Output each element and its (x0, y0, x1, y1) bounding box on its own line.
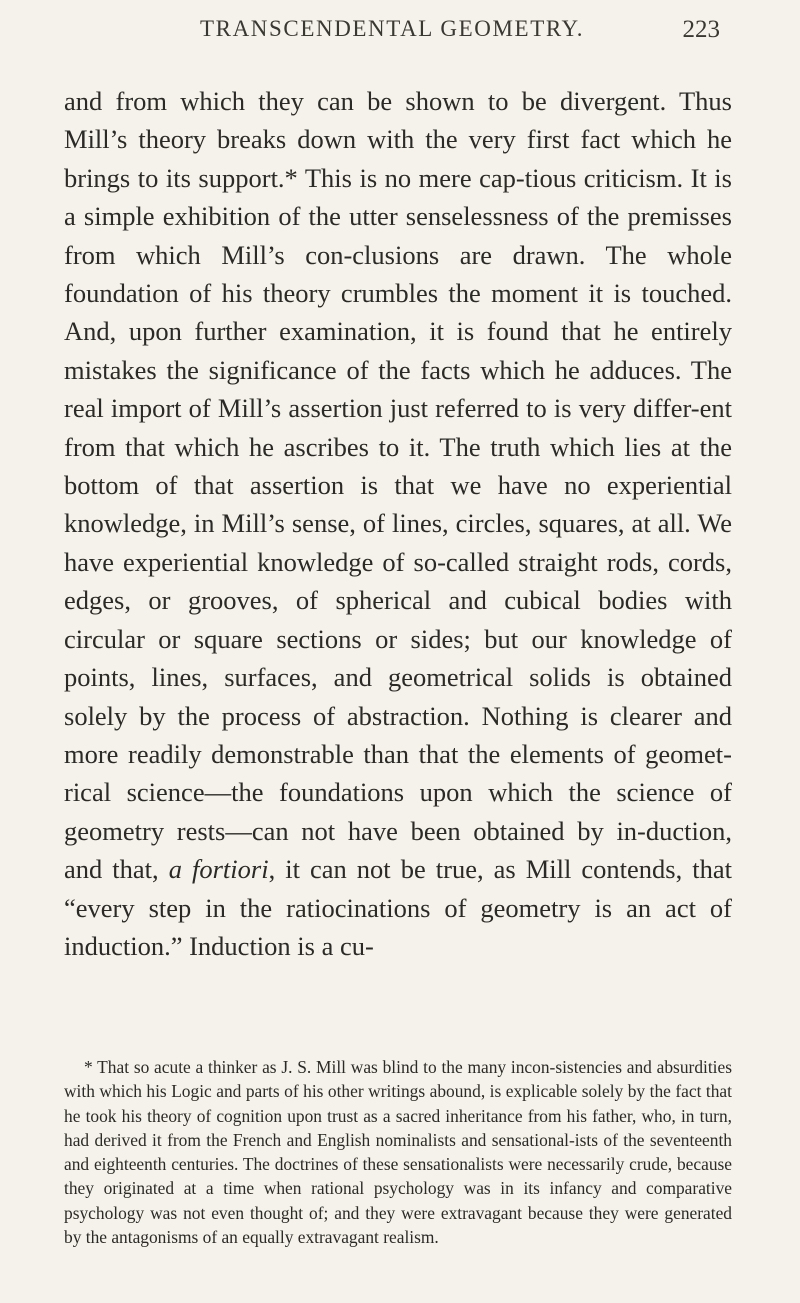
running-head (200, 16, 720, 52)
footnote: * That so acute a thinker as J. S. Mill was blind to the many incon-sistencies and absurdities with which his Logic and parts of his other writings abound, is explicable solely by the fact that he took his theory of cognition upon trust as a sacred inheritance from his father, who, in turn, had derived it from the French and English nominalists and sensational-ists of the seventeenth and eighteenth centuries. The doctrines of these sensationalists were necessarily crude, because they originated at a time when rational psychology was in its infancy and comparative psychology was not even thought of; and they were extravagant because they were generated by the antagonisms of an equally extravagant realism. (64, 1057, 732, 1248)
body-paragraph (64, 82, 732, 965)
body-text-continued: , it can not be true, as Mill contends, that “every step in the ratiocinations of geometry is an act of induction.” Induction is a cu- (64, 854, 733, 961)
running-title: TRANSCENDENTAL GEOMETRY. (200, 16, 585, 41)
italic-phrase: a fortiori (168, 854, 269, 885)
page-number: 223 (682, 16, 720, 43)
body-text-main: and from which they can be shown to be divergent. Thus Mill’s theory breaks down with the very first fact which he brings to its support.* This is no mere cap-tious criticism. It is a simple exhibition of the utter senselessness of the premisses from which Mill’s con-clusions are drawn. The whole foundation of his theory crumbles the moment it is touched. And, upon further examination, it is found that he entirely mistakes the significance of the facts which he adduces. The real import of Mill’s assertion just referred to is very differ-ent from that which he ascribes to it. The truth which lies at the bottom of that assertion is that we have no experiential knowledge, in Mill’s sense, of lines, circles, squares, at all. We have experiential knowledge of so-called straight rods, cords, edges, or grooves, of spherical and cubical bodies with circular or square sections or sides; but our knowledge of points, lines, surfaces, and geometrical solids is obtained solely by the process of abstraction. Nothing is clearer and more readily demonstrable than that the elements of geomet-rical science—the foundations upon which the science of geometry rests—can not have been obtained by in-duction, and that, (64, 86, 732, 885)
